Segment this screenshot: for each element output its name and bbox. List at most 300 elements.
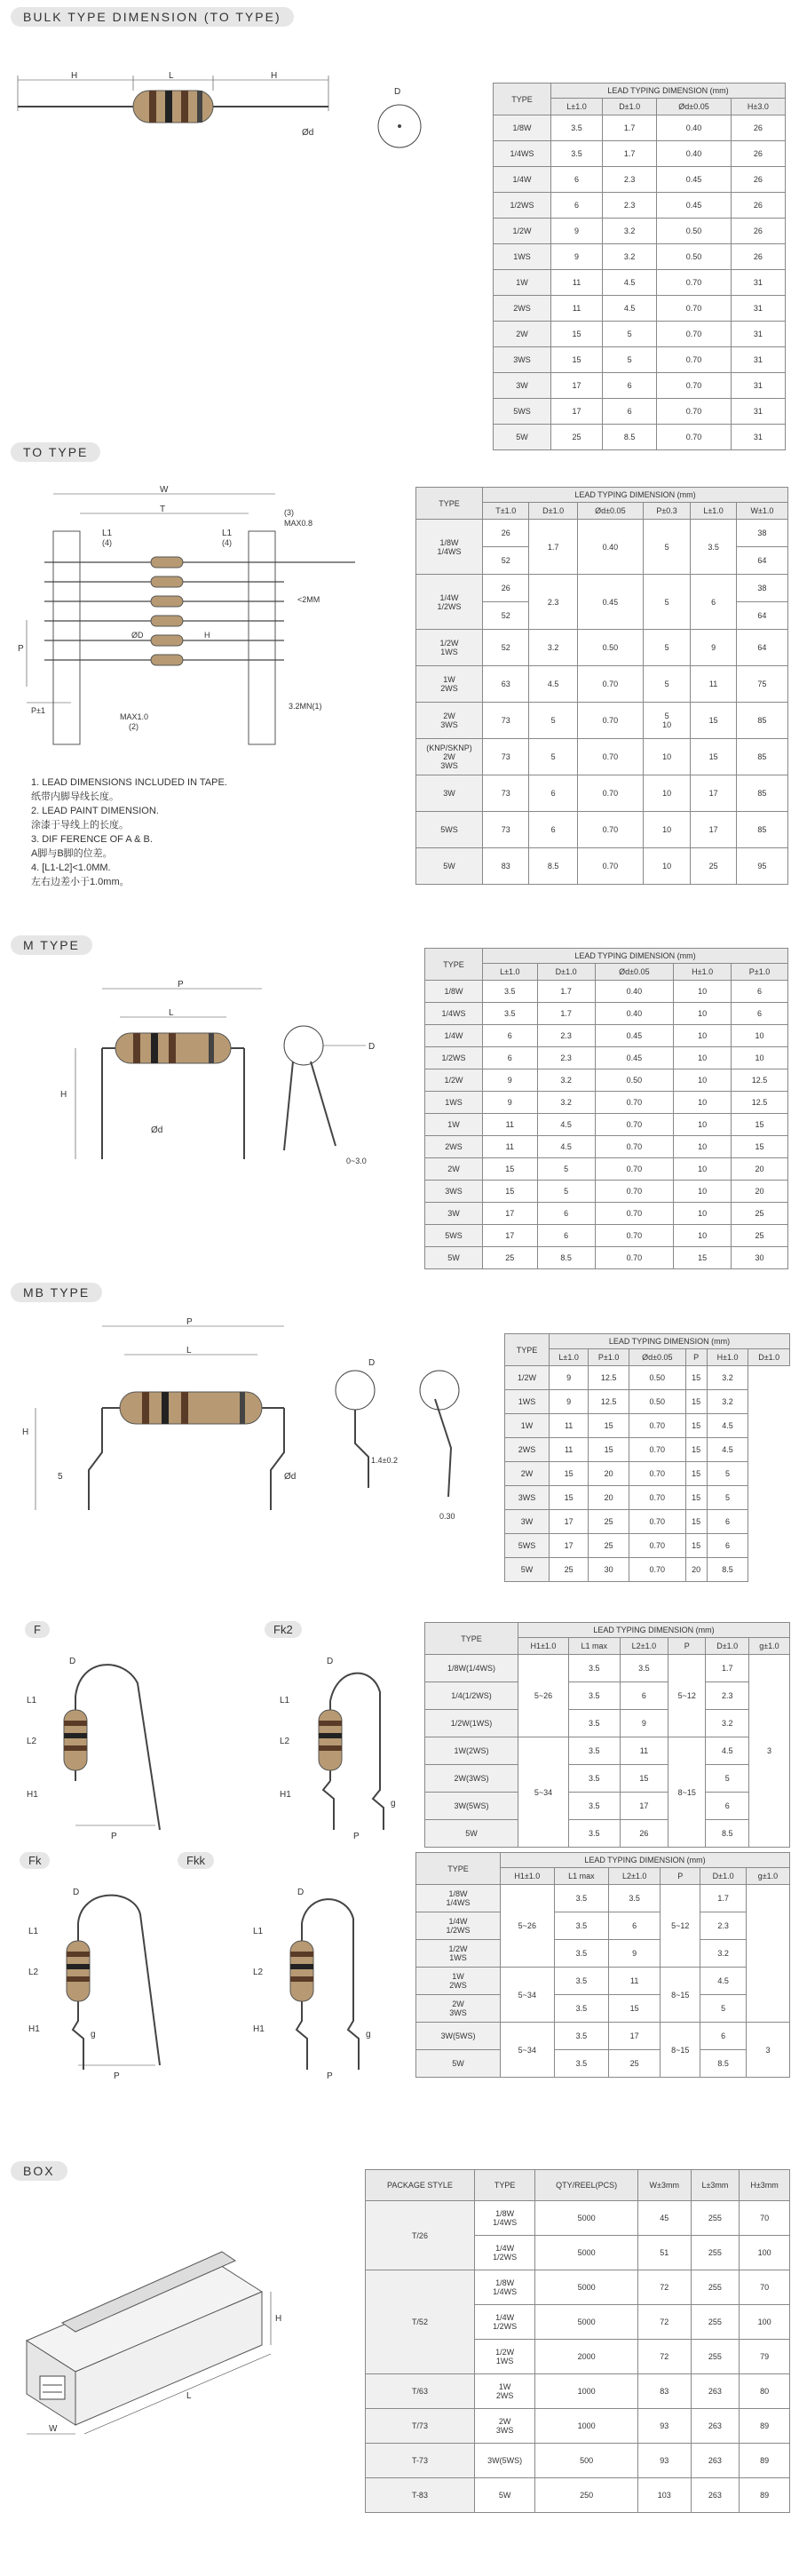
fk-l2-label: L2 [28,1968,39,1977]
mb-value-cell: 20 [589,1462,629,1486]
bulk-value-cell: 0.70 [657,425,731,450]
mb-value-cell: 0.70 [629,1558,686,1582]
bulk-value-cell: 4.5 [603,296,657,322]
mb-od-label: Ød [284,1472,297,1482]
m-value-cell: 11 [483,1114,538,1136]
to-type-cell: 5WS [416,812,483,848]
m-value-cell: 15 [732,1114,788,1136]
to-value-cell: 0.40 [577,520,643,575]
fk-col-header: L2±1.0 [609,1868,661,1885]
table-row [494,167,786,193]
table-row [494,115,786,141]
bulk-type-cell: 3WS [494,347,551,373]
bulk-value-cell: 9 [551,219,603,244]
table-row [494,373,786,399]
fk-col-header: L1 max [554,1868,609,1885]
mb-value-cell: 15 [685,1510,707,1534]
to-pm-label: P±1 [31,706,45,715]
fk-value-cell: 9 [609,1940,661,1968]
to-lead-header: LEAD TYPING DIMENSION (mm) [483,488,788,503]
m-type-cell: 1W [425,1114,483,1136]
to-value-cell: 38 [736,575,787,602]
mb-type-cell: 5W [505,1558,550,1582]
table-row [494,193,786,219]
mb-d-label: D [368,1358,376,1368]
table-row [425,1793,790,1820]
f-l1-label: L1 [27,1696,37,1705]
m-diagram [18,982,400,1186]
fk-value-cell: 3.5 [554,1912,609,1940]
box-package-cell: T/73 [366,2409,475,2444]
box-value-cell: 70 [740,2270,790,2305]
fk-value-cell: 6 [700,2023,747,2050]
fk-g-label: g [91,2030,96,2039]
section-title-box: BOX [11,2161,67,2181]
mb-lead-header: LEAD TYPING DIMENSION (mm) [550,1334,790,1349]
bulk-value-cell: 31 [731,373,785,399]
bulk-value-cell: 0.40 [657,141,731,167]
note-line: 涂漆于导线上的长度。 [31,820,129,831]
box-value-cell: 89 [740,2409,790,2444]
mb-value-cell: 0.50 [629,1390,686,1414]
box-value-cell: 1000 [535,2374,637,2409]
note-line: 左右边差小于1.0mm。 [31,877,130,887]
table-row [425,1225,788,1247]
m-col-header: D±1.0 [537,964,595,981]
note-line: 4. [L1-L2]<1.0MM. [31,863,111,873]
table-row [505,1390,790,1414]
mb-value-cell: 4.5 [707,1438,748,1462]
to-type-cell: (KNP/SKNP) 2W 3WS [416,739,483,775]
f-diagram [18,1648,186,1843]
table-row [425,1003,788,1025]
m-value-cell: 3.5 [483,981,538,1003]
fkk-diagram [249,1879,400,2083]
fk-type-cell: 2W 3WS [416,1995,501,2023]
bulk-value-cell: 8.5 [603,425,657,450]
table-row [425,1820,790,1848]
m-value-cell: 30 [732,1247,788,1269]
to-type-cell: 3W [416,775,483,812]
to-value-cell: 25 [691,848,737,885]
fk-p-label: P [114,2071,120,2081]
to-mn32-label: 3.2MN(1) [289,702,322,711]
mb-value-cell: 0.70 [629,1414,686,1438]
mb-tol-label: 1.4±0.2 [371,1456,398,1465]
bulk-value-cell: 2.3 [603,167,657,193]
to-col-header: L±1.0 [691,503,737,520]
bulk-type-cell: 1/4W [494,167,551,193]
bulk-type-cell: 1/2WS [494,193,551,219]
m-type-cell: 1/2WS [425,1047,483,1069]
f-table [424,1622,790,1848]
bulk-value-cell: 0.40 [657,115,731,141]
box-value-cell: 89 [740,2444,790,2478]
m-value-cell: 0.40 [595,981,674,1003]
box-col-header: W±3mm [637,2170,691,2201]
m-type-cell: 1/4WS [425,1003,483,1025]
mb-value-cell: 15 [685,1366,707,1390]
mb-col-header: L±1.0 [550,1349,589,1366]
box-value-cell: 2000 [535,2340,637,2374]
to-type-header: TYPE [416,488,483,520]
f-value-cell: 3.5 [568,1820,620,1848]
mb-value-cell: 15 [550,1462,589,1486]
fk-type-cell: 1/8W 1/4WS [416,1885,501,1912]
table-row [505,1438,790,1462]
bulk-value-cell: 31 [731,270,785,296]
f-type-cell: 1/4(1/2WS) [425,1682,518,1710]
mb-col-header: P±1.0 [589,1349,629,1366]
to-value-cell: 10 [643,812,690,848]
to-value-cell: 83 [483,848,529,885]
box-type-cell: 1/8W 1/4WS [474,2270,535,2305]
mb-value-cell: 25 [589,1510,629,1534]
to-value-cell: 6 [691,575,737,630]
fk-type-cell: 1/2W 1WS [416,1940,501,1968]
m-col-header: P±1.0 [732,964,788,981]
to-type-cell: 1W 2WS [416,666,483,703]
to-value-cell: 38 [736,520,787,547]
mb-value-cell: 15 [589,1438,629,1462]
to-value-cell: 3.2 [529,630,577,666]
fk-value-cell: 1.7 [700,1885,747,1912]
mb-value-cell: 20 [589,1486,629,1510]
f-value-cell: 3.5 [568,1655,620,1682]
box-value-cell: 1000 [535,2409,637,2444]
to-value-cell: 10 [643,848,690,885]
to-value-cell: 73 [483,775,529,812]
mb-dim-label: 0.30 [439,1512,455,1521]
to-value-cell: 6 [529,775,577,812]
to-value-cell: 85 [736,812,787,848]
to-table [415,487,788,885]
bulk-value-cell: 4.5 [603,270,657,296]
m-value-cell: 10 [674,1003,732,1025]
m-value-cell: 2.3 [537,1047,595,1069]
table-row [494,296,786,322]
to-value-cell: 52 [483,630,529,666]
mb-type-cell: 1/2W [505,1366,550,1390]
box-col-header: L±3mm [691,2170,739,2201]
bulk-value-cell: 26 [731,193,785,219]
mb-value-cell: 0.70 [629,1534,686,1558]
fkk-d-label: D [297,1888,305,1897]
to-value-cell: 15 [691,739,737,775]
mb-value-cell: 3.2 [707,1366,748,1390]
to-value-cell: 1.7 [529,520,577,575]
fk-value-cell: 8~15 [661,2023,700,2078]
f-type-cell: 1/8W(1/4WS) [425,1655,518,1682]
bulk-type-cell: 2WS [494,296,551,322]
m-value-cell: 20 [732,1181,788,1203]
fk-value-cell [746,1885,789,2023]
m-table [424,948,788,1269]
box-value-cell: 45 [637,2201,691,2236]
box-package-cell: T-73 [366,2444,475,2478]
bulk-type-cell: 1WS [494,244,551,270]
f-value-cell: 5~34 [518,1737,569,1848]
f-l2-label: L2 [27,1737,37,1746]
m-value-cell: 3.2 [537,1092,595,1114]
to-value-cell: 8.5 [529,848,577,885]
bulk-type-cell: 1/8W [494,115,551,141]
fk-type-header: TYPE [416,1853,501,1885]
m-value-cell: 15 [674,1247,732,1269]
mb-value-cell: 0.70 [629,1486,686,1510]
m-value-cell: 0.70 [595,1225,674,1247]
fk-value-cell: 3.5 [554,1995,609,2023]
f-lead-header: LEAD TYPING DIMENSION (mm) [518,1623,790,1638]
m-value-cell: 3.5 [483,1003,538,1025]
table-row [425,1737,790,1765]
m-value-cell: 0.70 [595,1114,674,1136]
table-row [505,1486,790,1510]
to-value-cell: 73 [483,739,529,775]
m-od-label: Ød [151,1125,163,1135]
m-value-cell: 12.5 [732,1092,788,1114]
m-value-cell: 12.5 [732,1069,788,1092]
to-value-cell: 52 [483,547,529,575]
f-value-cell: 3.5 [568,1765,620,1793]
f-value-cell: 2.3 [706,1682,749,1710]
table-row [494,399,786,425]
mb-col-header: H±1.0 [707,1349,748,1366]
fk2-d-label: D [327,1657,334,1666]
mb-value-cell: 17 [550,1510,589,1534]
fk-value-cell: 3.5 [554,1885,609,1912]
f-value-cell: 5 [706,1765,749,1793]
table-row [416,848,788,885]
m-value-cell: 10 [732,1025,788,1047]
mb-h-label: H [22,1427,29,1437]
mb-value-cell: 20 [685,1558,707,1582]
m-value-cell: 10 [674,1225,732,1247]
fk-value-cell: 4.5 [700,1968,747,1995]
bulk-table [493,83,786,450]
fk-value-cell: 3.5 [554,1940,609,1968]
bulk-value-cell: 0.45 [657,167,731,193]
fk2-diagram [266,1648,417,1843]
to-col-header: Ød±0.05 [577,503,643,520]
to-value-cell: 64 [736,602,787,630]
mb-value-cell: 25 [589,1534,629,1558]
to-col-header: W±1.0 [736,503,787,520]
bulk-type-cell: 1/4WS [494,141,551,167]
mb-value-cell: 4.5 [707,1414,748,1438]
table-row [366,2201,790,2236]
bulk-value-cell: 0.70 [657,270,731,296]
to-value-cell: 17 [691,775,737,812]
m-col-header: L±1.0 [483,964,538,981]
box-value-cell: 72 [637,2305,691,2340]
mb-p-label: P [186,1317,193,1327]
to-type-cell: 1/4W 1/2WS [416,575,483,630]
to-value-cell: 10 [643,775,690,812]
bulk-value-cell: 11 [551,296,603,322]
bulk-type-cell: 1/2W [494,219,551,244]
f-value-cell: 26 [620,1820,668,1848]
table-row [494,219,786,244]
box-col-header: QTY/REEL(PCS) [535,2170,637,2201]
m-type-cell: 1/8W [425,981,483,1003]
to-value-cell: 85 [736,775,787,812]
to-max10-label: MAX1.0 [120,712,149,721]
table-row [425,1114,788,1136]
m-value-cell: 10 [674,1025,732,1047]
f-value-cell: 6 [620,1682,668,1710]
bulk-value-cell: 0.70 [657,347,731,373]
f-col-header: g±1.0 [748,1638,789,1655]
m-type-cell: 3W [425,1203,483,1225]
mb-col-header: Ød±0.05 [629,1349,686,1366]
fk-value-cell: 3.5 [609,1885,661,1912]
m-value-cell: 5 [537,1158,595,1181]
m-value-cell: 4.5 [537,1114,595,1136]
f-value-cell: 17 [620,1793,668,1820]
table-row [416,703,788,739]
fk-col-header: D±1.0 [700,1868,747,1885]
bulk-col-header: H±3.0 [731,99,785,115]
m-value-cell: 10 [674,1136,732,1158]
mb-value-cell: 11 [550,1438,589,1462]
m-value-cell: 10 [674,1092,732,1114]
fk-value-cell: 3.5 [554,2050,609,2078]
m-value-cell: 6 [483,1047,538,1069]
mb-value-cell: 0.70 [629,1462,686,1486]
mb-value-cell: 5 [707,1486,748,1510]
table-row [425,1158,788,1181]
fk-type-cell: 1W 2WS [416,1968,501,1995]
fk-value-cell: 3.5 [554,2023,609,2050]
to-n2-label: (2) [129,722,138,731]
fkk-g-label: g [366,2030,371,2039]
box-value-cell: 263 [691,2409,739,2444]
box-value-cell: 72 [637,2340,691,2374]
to-value-cell: 15 [691,703,737,739]
box-value-cell: 93 [637,2444,691,2478]
fk-value-cell: 5~26 [501,1885,555,1968]
to-value-cell: 64 [736,547,787,575]
table-row [494,425,786,450]
fk2-h1-label: H1 [280,1790,291,1800]
mb-value-cell: 25 [550,1558,589,1582]
m-value-cell: 10 [674,1114,732,1136]
f-value-cell: 4.5 [706,1737,749,1765]
f-value-cell: 3.2 [706,1710,749,1737]
table-row [425,1069,788,1092]
fkk-l1-label: L1 [253,1927,264,1936]
section-title-f: F [25,1621,50,1638]
m-value-cell: 0.70 [595,1136,674,1158]
fk-h1-label: H1 [28,2024,40,2034]
to-value-cell: 73 [483,812,529,848]
mb-value-cell: 6 [707,1534,748,1558]
box-value-cell: 263 [691,2444,739,2478]
table-row [425,981,788,1003]
bulk-value-cell: 6 [603,399,657,425]
f-type-cell: 1W(2WS) [425,1737,518,1765]
box-type-cell: 1/4W 1/2WS [474,2305,535,2340]
bulk-value-cell: 9 [551,244,603,270]
bulk-value-cell: 0.45 [657,193,731,219]
f-value-cell: 11 [620,1737,668,1765]
fk-type-cell: 3W(5WS) [416,2023,501,2050]
fk-value-cell: 3.5 [554,1968,609,1995]
m-value-cell: 6 [537,1225,595,1247]
bulk-l-label: L [169,71,174,81]
bulk-type-header: TYPE [494,83,551,115]
mb-type-cell: 3WS [505,1486,550,1510]
mb-table [504,1333,790,1582]
bulk-value-cell: 0.70 [657,399,731,425]
fkk-l2-label: L2 [253,1968,264,1977]
mb-type-cell: 1W [505,1414,550,1438]
bulk-h-left-label: H [71,71,78,81]
m-value-cell: 0.45 [595,1047,674,1069]
to-value-cell: 73 [483,703,529,739]
m-value-cell: 15 [732,1136,788,1158]
to-value-cell: 17 [691,812,737,848]
bulk-type-cell: 1W [494,270,551,296]
fk-col-header: P [661,1868,700,1885]
to-type-cell: 1/2W 1WS [416,630,483,666]
bulk-value-cell: 17 [551,373,603,399]
mb-value-cell: 8.5 [707,1558,748,1582]
bulk-value-cell: 0.70 [657,296,731,322]
mb-col-header: P [685,1349,707,1366]
fk-col-header: H1±1.0 [501,1868,555,1885]
table-row [366,2374,790,2409]
bulk-type-cell: 5W [494,425,551,450]
f-col-header: H1±1.0 [518,1638,569,1655]
table-row [505,1462,790,1486]
fk-value-cell: 3 [746,2023,789,2078]
to-l1-right-label: L1 [222,529,233,538]
box-value-cell: 100 [740,2236,790,2270]
mb-value-cell: 12.5 [589,1390,629,1414]
table-row [425,1247,788,1269]
m-value-cell: 11 [483,1136,538,1158]
to-value-cell: 11 [691,666,737,703]
mb-type-header: TYPE [505,1334,550,1366]
mb-col-header: D±1.0 [748,1349,790,1366]
m-value-cell: 4.5 [537,1136,595,1158]
bulk-value-cell: 5 [603,347,657,373]
mb-value-cell: 15 [685,1414,707,1438]
bulk-value-cell: 6 [551,167,603,193]
box-col-header: H±3mm [740,2170,790,2201]
m-value-cell: 10 [674,1047,732,1069]
note-line: 2. LEAD PAINT DIMENSION. [31,806,159,816]
bulk-value-cell: 15 [551,322,603,347]
to-value-cell: 0.70 [577,812,643,848]
to-value-cell: 0.50 [577,630,643,666]
box-value-cell: 255 [691,2270,739,2305]
to-notes [31,775,324,889]
to-w-label: W [160,485,169,495]
box-value-cell: 5000 [535,2236,637,2270]
table-row [505,1366,790,1390]
m-value-cell: 8.5 [537,1247,595,1269]
box-package-cell: T/63 [366,2374,475,2409]
f-col-header: D±1.0 [706,1638,749,1655]
m-value-cell: 6 [732,1003,788,1025]
f-value-cell: 6 [706,1793,749,1820]
table-row [494,347,786,373]
section-title-m: M TYPE [11,935,92,955]
bulk-value-cell: 0.50 [657,219,731,244]
